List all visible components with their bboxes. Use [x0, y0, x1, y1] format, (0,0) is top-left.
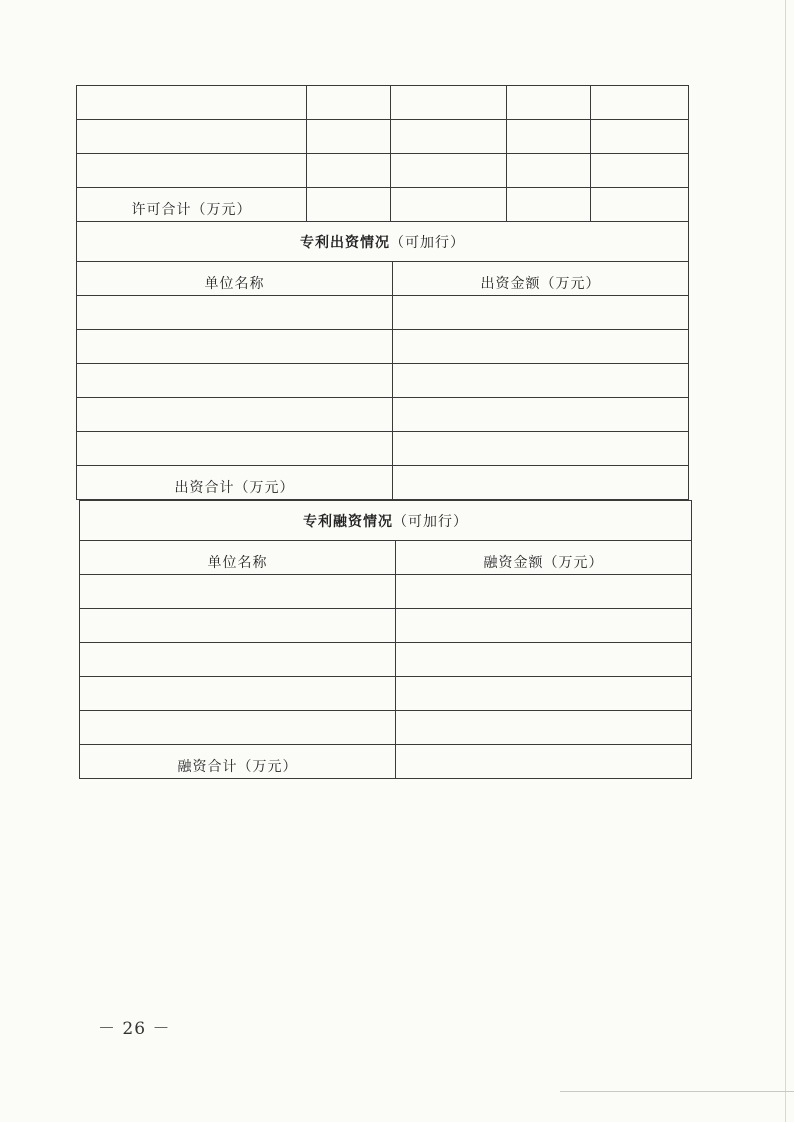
table-cell: [391, 154, 507, 188]
table-cell: [507, 86, 591, 120]
invest-section-title-main: 专利出资情况: [300, 234, 390, 251]
table-cell: [80, 609, 396, 643]
table-cell: [507, 120, 591, 154]
table-cell: [393, 330, 689, 364]
license-table: [76, 85, 689, 222]
table-cell: [307, 154, 391, 188]
table-row: [77, 364, 689, 398]
table-cell: [391, 86, 507, 120]
table-row: [80, 609, 692, 643]
finance-col-amount: 融资金额（万元）: [396, 541, 692, 575]
finance-col-unit-name: 单位名称: [80, 541, 396, 575]
finance-section-title-main: 专利融资情况: [303, 513, 393, 530]
table-cell: [507, 188, 591, 222]
license-total-label: 许可合计（万元）: [77, 188, 307, 222]
finance-section-title: [80, 501, 692, 541]
table-row: [80, 575, 692, 609]
invest-total-label: 出资合计（万元）: [77, 466, 393, 500]
table-cell: [393, 296, 689, 330]
table-cell: [77, 330, 393, 364]
table-cell: [307, 120, 391, 154]
table-cell: [591, 154, 689, 188]
invest-section-row: [77, 222, 689, 262]
table-cell: [393, 398, 689, 432]
table-cell: [391, 120, 507, 154]
table-cell: [77, 296, 393, 330]
finance-table: [79, 500, 692, 779]
table-cell: [77, 432, 393, 466]
invest-table: [76, 221, 689, 500]
table-row: [80, 711, 692, 745]
invest-section-title-note: （可加行）: [390, 234, 465, 251]
page-bottom-line: [560, 1091, 794, 1092]
table-cell: [77, 154, 307, 188]
table-cell: [507, 154, 591, 188]
table-cell: [393, 364, 689, 398]
table-row: [77, 330, 689, 364]
table-cell: [80, 575, 396, 609]
table-cell: [396, 677, 692, 711]
table-row: [80, 643, 692, 677]
table-cell: [393, 466, 689, 500]
license-total-row: [77, 188, 689, 222]
table-cell: [80, 643, 396, 677]
table-cell: [307, 188, 391, 222]
table-cell: [391, 188, 507, 222]
table-cell: [307, 86, 391, 120]
table-row: [77, 398, 689, 432]
table-cell: [396, 745, 692, 779]
table-row: [77, 86, 689, 120]
finance-header-row: [80, 541, 692, 575]
table-cell: [396, 643, 692, 677]
table-cell: [393, 432, 689, 466]
table-cell: [77, 86, 307, 120]
table-row: [77, 120, 689, 154]
invest-col-unit-name: 单位名称: [77, 262, 393, 296]
table-cell: [77, 398, 393, 432]
finance-section-row: [80, 501, 692, 541]
table-cell: [80, 677, 396, 711]
table-row: [77, 296, 689, 330]
table-cell: [396, 575, 692, 609]
page-number: － 26 －: [98, 1019, 171, 1039]
table-row: [77, 154, 689, 188]
table-cell: [77, 364, 393, 398]
invest-col-amount: 出资金额（万元）: [393, 262, 689, 296]
table-cell: [80, 711, 396, 745]
table-cell: [591, 120, 689, 154]
table-row: [80, 677, 692, 711]
finance-total-row: [80, 745, 692, 779]
table-cell: [396, 609, 692, 643]
table-cell: [77, 120, 307, 154]
invest-header-row: [77, 262, 689, 296]
table-cell: [591, 86, 689, 120]
finance-total-label: 融资合计（万元）: [80, 745, 396, 779]
table-cell: [591, 188, 689, 222]
invest-section-title: [77, 222, 689, 262]
page-edge: [785, 0, 786, 1122]
table-row: [77, 432, 689, 466]
invest-total-row: [77, 466, 689, 500]
table-cell: [396, 711, 692, 745]
finance-section-title-note: （可加行）: [393, 513, 468, 530]
